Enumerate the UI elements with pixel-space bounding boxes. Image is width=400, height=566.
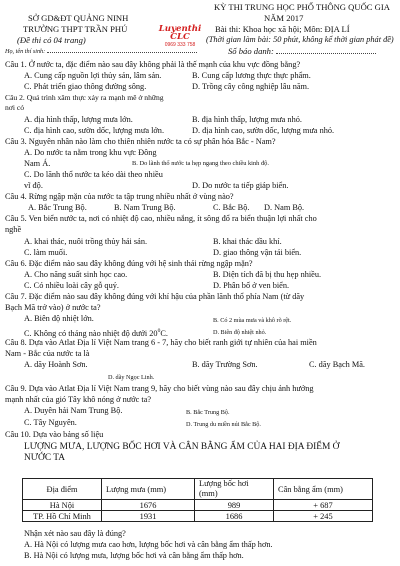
- q2-option-a: A. địa hình thấp, lượng mưa lớn.: [24, 115, 133, 124]
- q6-option-a: A. Cho năng suất sinh học cao.: [24, 270, 128, 279]
- q9-option-b: B. Bắc Trung Bộ.: [186, 409, 230, 416]
- q1-option-b: B. Cung cấp lương thực thực phẩm.: [192, 71, 311, 80]
- q4-option-c: C. Bắc Bộ.: [213, 203, 250, 212]
- table-row: [23, 500, 373, 511]
- question-5-cont: nghề: [5, 225, 22, 234]
- name-line: [47, 52, 197, 53]
- cell-location: Hà Nội: [23, 500, 102, 511]
- subject: Bài thi: Khoa học xã hội; Môn: ĐỊA LÍ: [215, 24, 350, 34]
- cell-evaporation: 989: [195, 500, 274, 511]
- data-table: [22, 478, 373, 522]
- candidate-name-label: [5, 48, 197, 55]
- q9-option-a: A. Duyên hải Nam Trung Bộ.: [24, 406, 123, 415]
- cell-evaporation: 1686: [195, 511, 274, 522]
- id-line: [276, 53, 376, 54]
- q4-option-d: D. Nam Bộ.: [264, 203, 305, 212]
- table-title-cont: NƯỚC TA: [24, 453, 65, 463]
- q9-option-d: D. Trung du miền núi Bắc Bộ.: [186, 421, 261, 428]
- q1-option-a: A. Cung cấp nguồn lợi thủy sản, lâm sản.: [24, 71, 162, 80]
- cell-rainfall: 1676: [102, 500, 195, 511]
- pages-note: (Đề thi có 04 trang): [17, 35, 86, 45]
- q8-option-b: B. dãy Trường Sơn.: [192, 360, 258, 369]
- q8-option-d: D. dãy Ngọc Linh.: [108, 374, 155, 381]
- q7-option-d: D. Biên độ nhiệt nhỏ.: [213, 329, 267, 336]
- header-evaporation: Lượng bốc hơi (mm): [195, 479, 274, 500]
- q3-option-a-cont: Nam Á.: [24, 159, 51, 168]
- q4-option-b: B. Nam Trung Bộ.: [114, 203, 176, 212]
- q9-option-c: C. Tây Nguyên.: [24, 418, 77, 427]
- cell-location: TP. Hồ Chí Minh: [23, 511, 102, 522]
- school-name: TRƯỜNG THPT TRẦN PHÚ: [23, 24, 128, 34]
- q10-option-b: B. Hà Nội có lượng mưa, lượng bốc hơi và cân bằng ẩm thấp hơn.: [24, 551, 244, 560]
- question-1: Câu 1. Ở nước ta, đặc điểm nào sau đây không phải là thế mạnh của khu vực đồng bằng?: [5, 60, 301, 69]
- cell-moisture-balance: + 245: [274, 511, 373, 522]
- cell-rainfall: 1931: [102, 511, 195, 522]
- exam-year: NĂM 2017: [264, 13, 304, 23]
- q6-option-d: D. Phân bố ở ven biển.: [213, 281, 290, 290]
- q6-option-b: B. Diện tích đã bị thu hẹp nhiều.: [213, 270, 322, 279]
- q3-option-c-cont: vĩ độ.: [24, 181, 43, 190]
- q7-option-c-text: C. Không có tháng nào nhiệt độ dưới 20: [24, 328, 158, 338]
- q3-option-a: A. Do nước ta nằm trong khu vực Đông: [24, 148, 157, 157]
- question-2-cont: nơi có: [5, 103, 24, 112]
- q3-option-c: C. Do lãnh thổ nước ta kéo dài theo nhiều: [24, 170, 163, 179]
- question-9: Câu 9. Dựa vào Atlat Địa lí Việt Nam trang 9, hãy cho biết vùng nào sau đây chịu ảnh hưởng: [5, 384, 314, 393]
- q3-option-d: D. Do nước ta tiếp giáp biển.: [192, 181, 289, 190]
- q10-option-a: A. Hà Nội có lượng mưa cao hơn, lượng bốc hơi và cân bằng ẩm thấp hơn.: [24, 540, 273, 549]
- degree-unit: C.: [160, 328, 168, 338]
- header-location: Địa điểm: [23, 479, 102, 500]
- id-label: Số báo danh:: [228, 46, 274, 56]
- question-8-cont: Nam - Bắc của nước ta là: [5, 349, 90, 358]
- question-2: Câu 2. Quá trình xâm thực xảy ra mạnh mẽ ở những: [5, 93, 164, 102]
- question-3: Câu 3. Nguyên nhân nào làm cho thiên nhiên nước ta có sự phân hóa Bắc - Nam?: [5, 137, 276, 146]
- q5-option-a: A. khai thác, nuôi trồng thủy hải sản.: [24, 237, 148, 246]
- q8-option-a: A. dãy Hoành Sơn.: [24, 360, 88, 369]
- q5-option-b: B. khai thác dầu khí.: [213, 237, 282, 246]
- question-7: Câu 7. Đặc điểm nào sau đây không đúng với khí hậu của phần lãnh thổ phía Nam (từ dãy: [5, 292, 305, 301]
- q5-option-d: D. giao thông vận tải biển.: [213, 248, 302, 257]
- q1-option-c: C. Phát triển giao thông đường sông.: [24, 82, 147, 91]
- question-10: Câu 10. Dựa vào bảng số liệu: [5, 430, 104, 439]
- time-note: (Thời gian làm bài: 50 phút, không kể thời gian phát đề): [206, 35, 394, 44]
- question-7-cont: Bạch Mã trở vào) ở nước ta?: [5, 303, 101, 312]
- question-9-cont: mạnh nhất của gió Tây khô nóng ở nước ta?: [5, 395, 152, 404]
- cell-moisture-balance: + 687: [274, 500, 373, 511]
- q2-option-b: B. địa hình thấp, lượng mưa nhỏ.: [192, 115, 302, 124]
- q10-prompt: Nhận xét nào sau đây là đúng?: [24, 529, 126, 538]
- q2-option-c: C. địa hình cao, sườn dốc, lượng mưa lớn.: [24, 126, 165, 135]
- logo-phone: 0969 333 758: [164, 42, 196, 48]
- q7-option-c: [24, 326, 168, 339]
- q2-option-d: D. địa hình cao, sườn dốc, lượng mưa nhỏ.: [192, 126, 335, 135]
- q4-option-a: A. Bắc Trung Bộ.: [28, 203, 87, 212]
- q8-option-c: C. dãy Bạch Mã.: [309, 360, 365, 369]
- q7-option-a: A. Biên độ nhiệt lớn.: [24, 314, 94, 323]
- table-title: LƯỢNG MƯA, LƯỢNG BỐC HƠI VÀ CÂN BẰNG ẨM CỦA HAI ĐỊA ĐIỂM Ở: [24, 442, 340, 452]
- q7-option-b: B. Có 2 mùa mưa và khô rõ rệt.: [213, 317, 292, 324]
- question-6: Câu 6. Đặc điểm nào sau đây không đúng với hệ sinh thái rừng ngập mặn?: [5, 259, 253, 268]
- degree-superscript: 0: [157, 328, 161, 334]
- q1-option-d: D. Trồng cây công nghiệp lâu năm.: [192, 82, 310, 91]
- table-row: [23, 511, 373, 522]
- question-5: Câu 5. Ven biển nước ta, nơi có nhiệt độ cao, nhiều nắng, ít sông đổ ra biển thuận lợi nhất cho: [5, 214, 317, 223]
- exam-title: KỲ THI TRUNG HỌC PHỔ THÔNG QUỐC GIA: [214, 2, 390, 12]
- q5-option-c: C. làm muối.: [24, 248, 68, 257]
- header-rainfall: Lượng mưa (mm): [102, 479, 195, 500]
- question-8: Câu 8. Dựa vào Atlat Địa lí Việt Nam trang 6 - 7, hãy cho biết ranh giới tự nhiên của hai miền: [5, 338, 317, 347]
- table-header-row: [23, 479, 373, 500]
- name-label: Họ, tên thí sinh:: [5, 48, 46, 55]
- q6-option-c: C. Có nhiều loài cây gỗ quý.: [24, 281, 119, 290]
- header-moisture-balance: Cân bằng ẩm (mm): [274, 479, 373, 500]
- q3-option-b: B. Do lãnh thổ nước ta hẹp ngang theo chiều kinh độ.: [132, 160, 269, 167]
- logo-name: Luyenthi CLC: [158, 24, 202, 42]
- department: SỞ GD&ĐT QUẢNG NINH: [28, 13, 129, 23]
- logo: [150, 25, 210, 49]
- candidate-id-label: [228, 46, 376, 56]
- question-4: Câu 4. Rừng ngập mặn của nước ta tập trung nhiều nhất ở vùng nào?: [5, 192, 234, 201]
